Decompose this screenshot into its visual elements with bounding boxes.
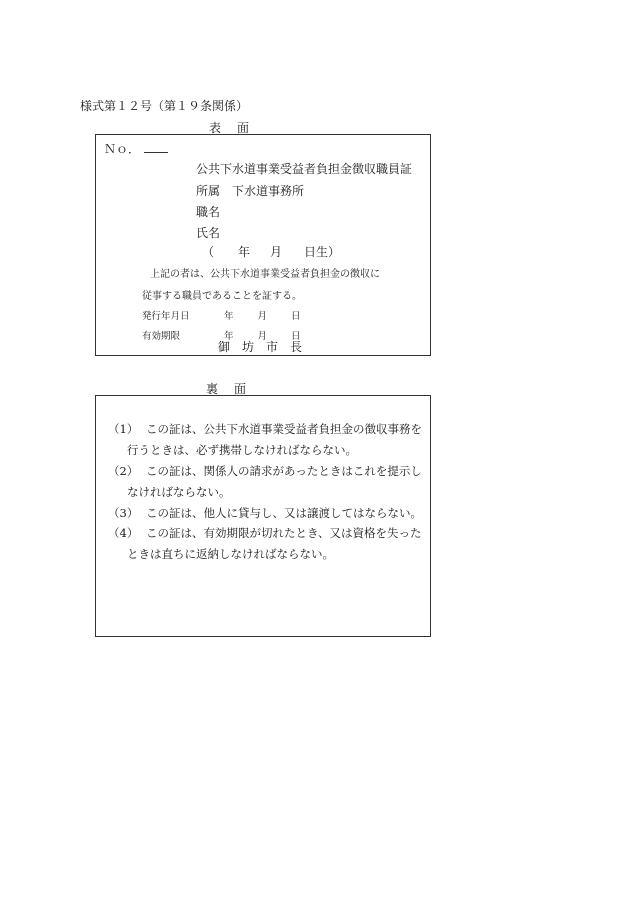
- note-2-line-1: [108, 463, 422, 479]
- note-2-line-2: なければならない。: [127, 485, 231, 499]
- note-3-line-1: [108, 505, 422, 521]
- name-label: 氏名: [196, 226, 221, 240]
- form-title: 様式第１２号（第１９条関係）: [80, 99, 249, 113]
- front-heading-right: 面: [237, 121, 250, 135]
- statement-line-2: 従事する職員であることを証する。: [142, 291, 302, 302]
- note-3-number: （3）: [108, 506, 139, 520]
- certificate-front: [95, 134, 431, 356]
- certificate-title: 公共下水道事業受益者負担金徴収職員証: [196, 162, 413, 176]
- department-row: [196, 182, 304, 199]
- department-label: 所属: [196, 184, 221, 198]
- note-1-line-1: [108, 421, 422, 437]
- note-2-text-1: この証は、関係人の請求があったときはこれを提示し: [146, 464, 422, 478]
- position-label: 職名: [196, 205, 221, 219]
- note-1-text-1: この証は、公共下水道事業受益者負担金の徴収事務を: [146, 422, 422, 436]
- number-label: Ｎｏ．: [104, 142, 141, 156]
- note-3-text-1: この証は、他人に貸与し、又は譲渡してはならない。: [146, 506, 422, 520]
- validity-month: 月: [257, 331, 268, 342]
- issuer-char-3: 市: [266, 340, 279, 354]
- issue-day: 日: [291, 311, 301, 322]
- statement-line-1: 上記の者は、公共下水道事業受益者負担金の徴収に: [150, 269, 380, 280]
- birth-month: 月: [270, 245, 283, 259]
- validity-label: 有効期限: [142, 331, 181, 342]
- note-4-text-1: この証は、有効期限が切れたとき、又は資格を失った: [146, 526, 422, 540]
- birth-open: （: [202, 245, 215, 259]
- issuer-char-1: 御: [218, 340, 231, 354]
- birth-day: 日生）: [304, 245, 341, 259]
- validity-year: 年: [224, 331, 234, 342]
- birthdate-row: [202, 243, 340, 260]
- issuer-char-4: 長: [290, 340, 303, 354]
- department-value: 下水道事務所: [232, 184, 305, 198]
- back-heading-left: 裏: [206, 382, 219, 396]
- front-heading-left: 表: [209, 121, 222, 135]
- issue-year: 年: [224, 311, 234, 322]
- note-4-line-1: [108, 525, 422, 541]
- issuer-char-2: 坊: [242, 340, 255, 354]
- issue-date-row: [142, 308, 301, 322]
- issue-date-label: 発行年月日: [142, 311, 190, 322]
- note-1-number: （1）: [108, 422, 139, 436]
- issue-month: 月: [257, 311, 268, 322]
- number-underline: [144, 144, 168, 153]
- back-heading-right: 面: [234, 382, 247, 396]
- note-4-number: （4）: [108, 526, 139, 540]
- validity-day: 日: [291, 331, 301, 342]
- note-4-line-2: ときは直ちに返納しなければならない。: [127, 547, 334, 561]
- note-2-number: （2）: [108, 464, 139, 478]
- number-field: [104, 140, 168, 157]
- issuer-signature: [218, 338, 302, 355]
- note-1-line-2: 行うときは、必ず携帯しなければならない。: [127, 443, 357, 457]
- birth-year: 年: [238, 245, 251, 259]
- certificate-back: [95, 395, 431, 637]
